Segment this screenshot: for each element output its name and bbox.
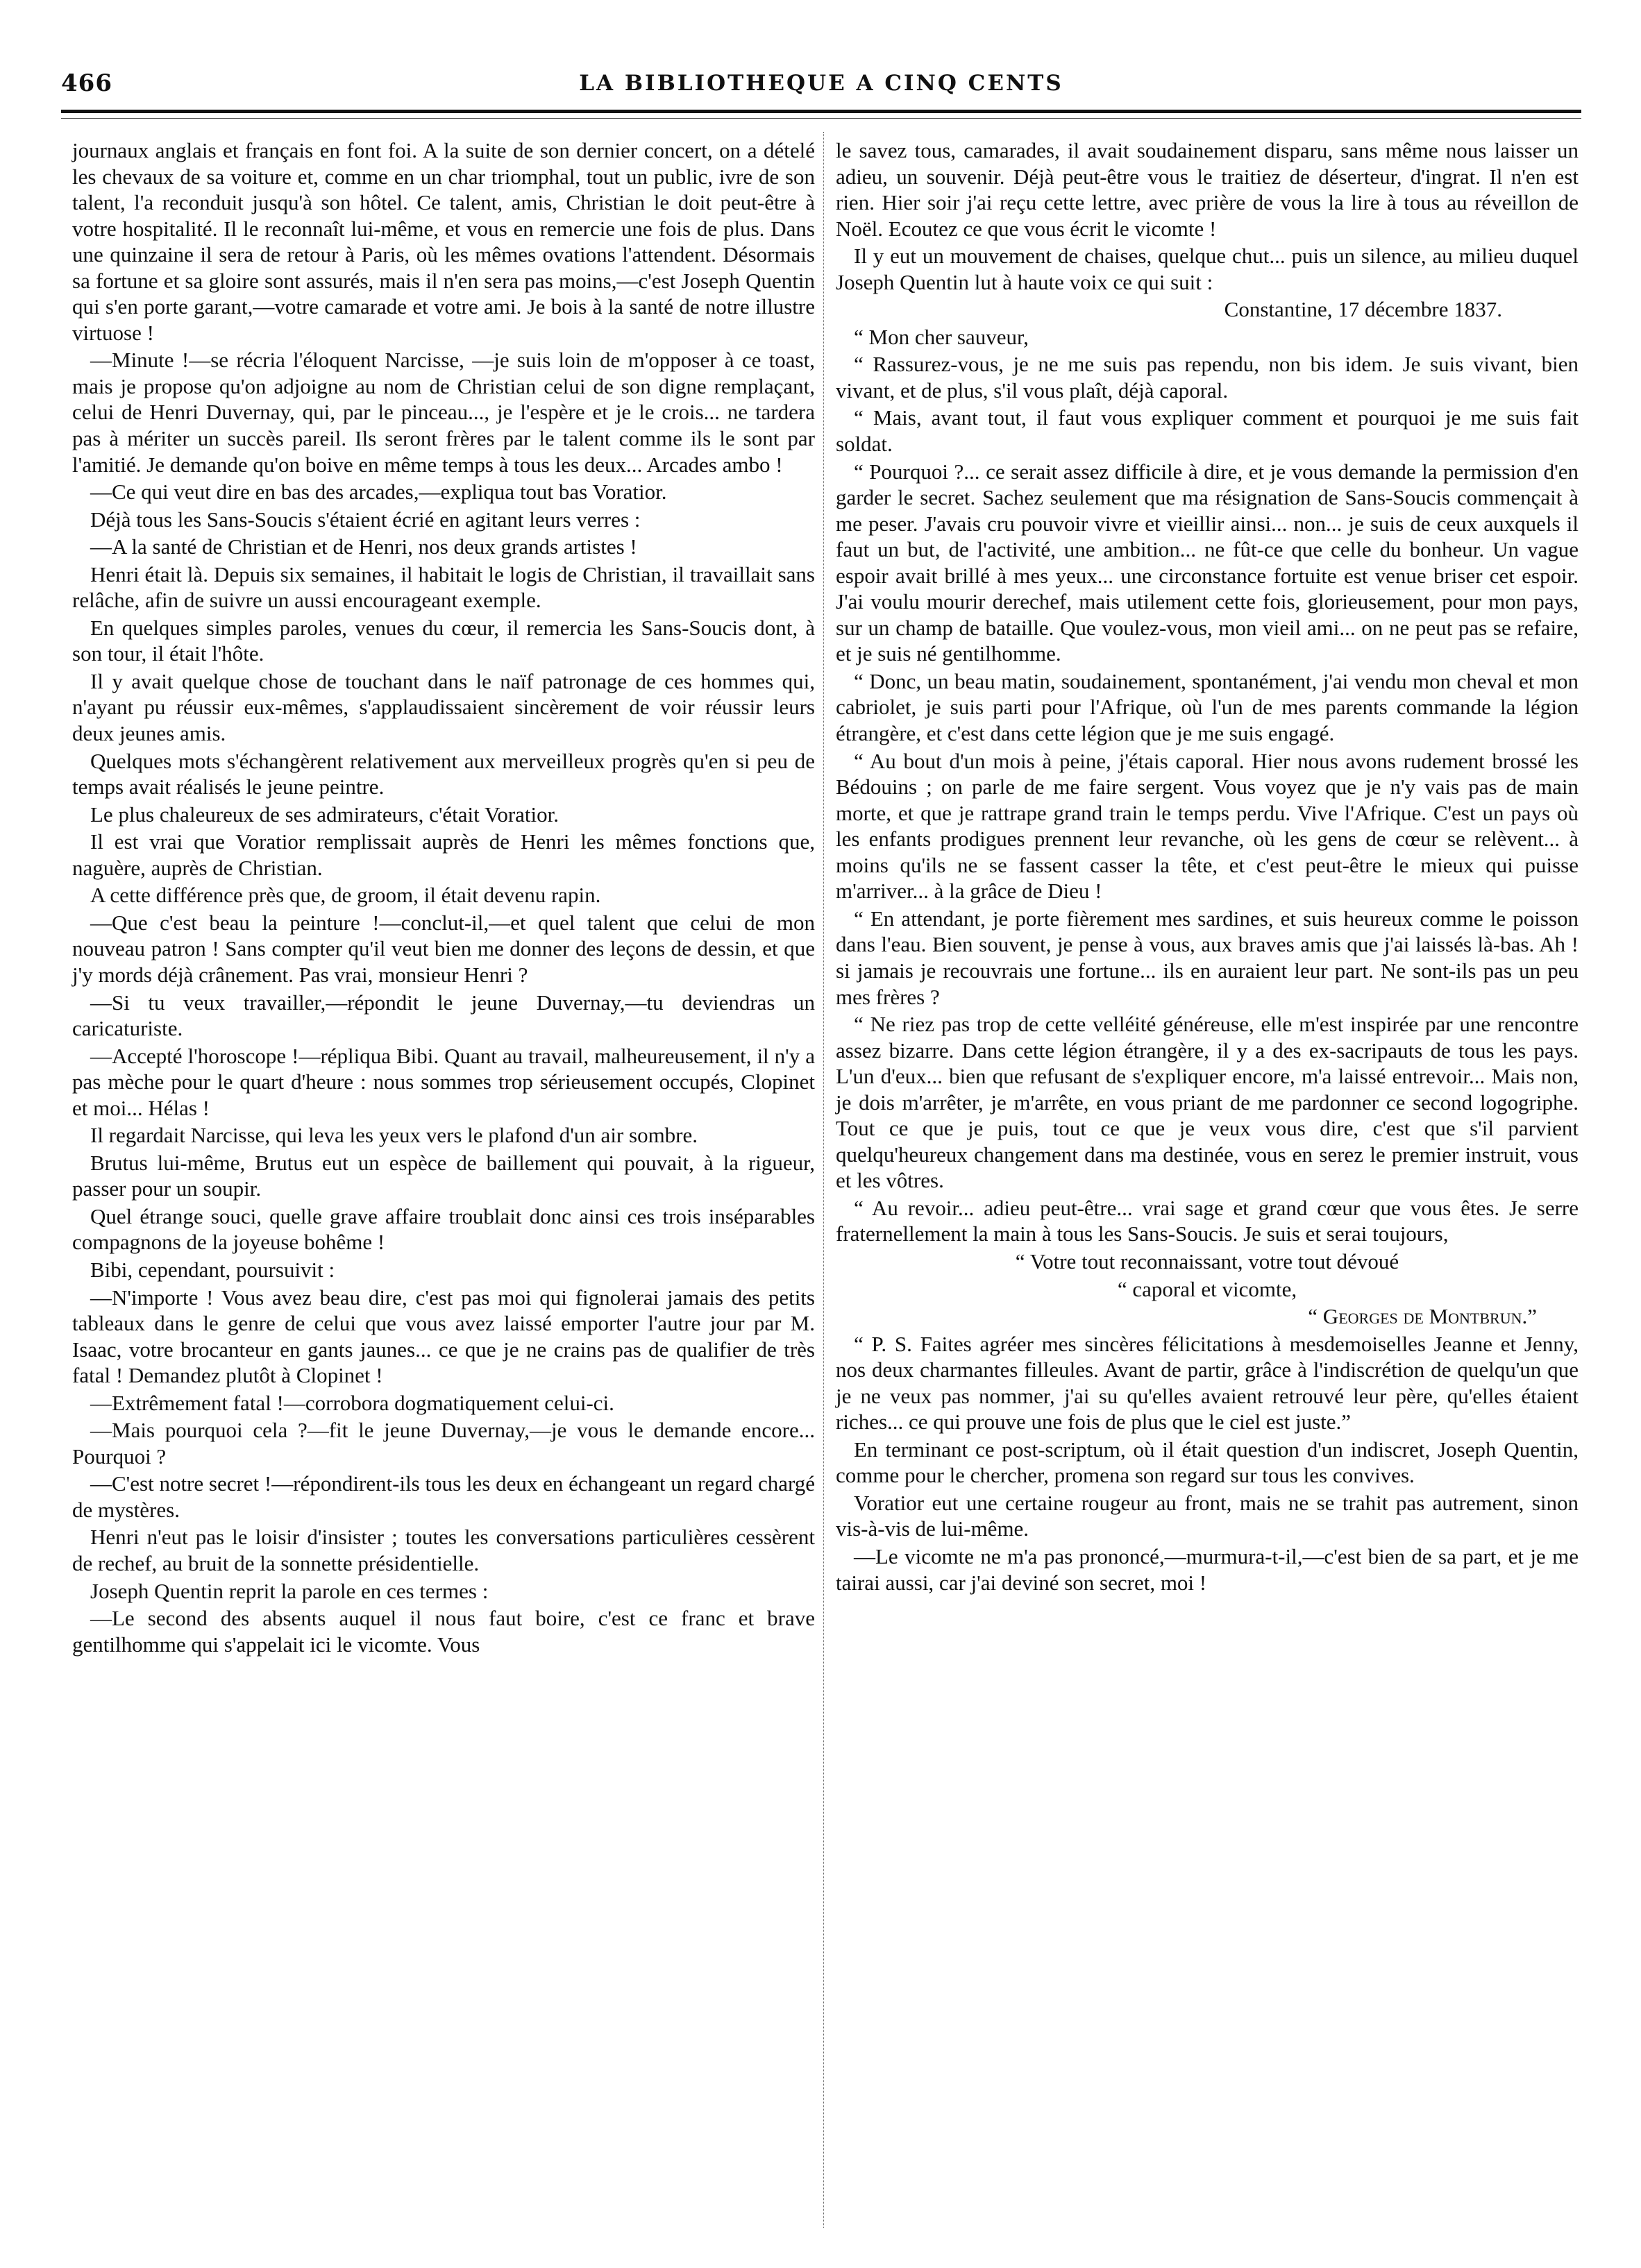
paragraph: Henri n'eut pas le loisir d'insister ; toutes les conversations particulières cessèrent de rechef, au bruit de la sonnette présidentielle. [72, 1525, 815, 1575]
paragraph: —Que c'est beau la peinture !—conclut-il,—et quel talent que celui de mon nouveau patron ! Sans compter qu'il veut bien me donner des leçons de dessin, et que j'y mords déjà crânement. Pas vrai, monsieur Henri ? [72, 910, 815, 987]
paragraph: journaux anglais et français en font foi. A la suite de son dernier concert, on a dételé les chevaux de sa voiture et, comme en un char triomphal, tout un public, ivre de son talent, l'a reconduit jusqu'à son hôtel. Ce talent, amis, Christian le doit peut-être à votre hospitalité. Il le reconnaît lui-même, et vous en remercie une fois de plus. Dans une quinzaine il sera de retour à Paris, où les mêmes ovations l'attendent. Désormais sa fortune et sa gloire sont assurés, mais il n'en sera pas moins,—c'est Joseph Quentin qui s'en porte garant,—votre camarade et votre ami. Je bois à la santé de notre illustre virtuose ! [72, 138, 815, 345]
header-rule-thin [61, 118, 1581, 119]
paragraph: Bibi, cependant, poursuivit : [90, 1257, 335, 1282]
paragraph: Henri était là. Depuis six semaines, il habitait le logis de Christian, il travaillait sans relâche, afin de suivre un aussi encourageant exemple. [72, 561, 815, 613]
paragraph: “ Donc, un beau matin, soudainement, spontanément, j'ai vendu mon cheval et mon cabriolet, je suis parti pour l'Afrique, où l'un de mes parents commande la légion étrangère, et c'est dans cette légion que je me suis engagé. [836, 668, 1579, 746]
paragraph: “ Mais, avant tout, il faut vous expliquer comment et pourquoi je me suis fait soldat. [836, 405, 1579, 457]
paragraph: Brutus lui-même, Brutus eut un espèce de baillement qui pouvait, à la rigueur, passer pour un soupir. [72, 1150, 815, 1201]
paragraph: —Mais pourquoi cela ?—fit le jeune Duvernay,—je vous le demande encore... Pourquoi ? [72, 1418, 815, 1469]
page-header [61, 64, 1581, 114]
page-number: 466 [61, 69, 112, 97]
running-title: LA BIBLIOTHEQUE A CINQ CENTS [579, 71, 1063, 96]
paragraph: —Le vicomte ne m'a pas prononcé,—murmura-t-il,—c'est bien de sa part, et je me tairai aussi, car j'ai deviné son secret, moi ! [836, 1543, 1579, 1595]
paragraph: “ P. S. Faites agréer mes sincères félicitations à mesdemoiselles Jeanne et Jenny, nos deux charmantes filleules. Avant de partir, grâce à l'indiscrétion de quelqu'un que je ne veux pas nommer, j'ai su qu'elles avaient retrouvé leur père, qu'elles étaient riches... ce qui prouve une fois de plus que le ciel est juste.” [836, 1331, 1579, 1435]
paragraph: —Extrêmement fatal !—corrobora dogmatiquement celui-ci. [90, 1390, 614, 1415]
letter-closing: “ caporal et vicomte, [1117, 1276, 1297, 1301]
letter-salutation: “ Mon cher sauveur, [854, 324, 1029, 349]
letter-signature: “ Georges de Montbrun.” [1308, 1304, 1537, 1329]
paragraph: —A la santé de Christian et de Henri, nos deux grands artistes ! [90, 534, 637, 559]
paragraph: Quelques mots s'échangèrent relativement aux merveilleux progrès qu'en si peu de temps avait réalisés le jeune peintre. [72, 748, 815, 799]
paragraph: En quelques simples paroles, venues du cœur, il remercia les Sans-Soucis dont, à son tour, il était l'hôte. [72, 615, 815, 666]
paragraph: “ Au revoir... adieu peut-être... vrai sage et grand cœur que vous êtes. Je serre fraternellement la main à tous les Sans-Soucis. Je suis et serai toujours, [836, 1195, 1579, 1246]
paragraph: Il est vrai que Voratior remplissait auprès de Henri les mêmes fonctions que, naguère, auprès de Christian. [72, 829, 815, 880]
paragraph: —Le second des absents auquel il nous faut boire, c'est ce franc et brave gentilhomme qui s'appelait ici le vicomte. Vous [72, 1606, 815, 1657]
paragraph: Voratior eut une certaine rougeur au front, mais ne se trahit pas autrement, sinon vis-à-vis de lui-même. [836, 1490, 1579, 1541]
paragraph: —Minute !—se récria l'éloquent Narcisse, —je suis loin de m'opposer à ce toast, mais je propose qu'on adjoigne au nom de Christian celui de son digne remplaçant, celui de Henri Duvernay, qui, par le pinceau..., je l'espère et je le crois... ne tardera pas à mériter un succès pareil. Ils seront frères par le talent comme ils le sont par l'amitié. Je demande qu'on boive en même temps à tous les deux... Arcades ambo ! [72, 348, 815, 477]
paragraph: —Si tu veux travailler,—répondit le jeune Duvernay,—tu deviendras un caricaturiste. [72, 990, 815, 1041]
paragraph: —C'est notre secret !—répondirent-ils tous les deux en échangeant un regard chargé de mystères. [72, 1471, 815, 1522]
paragraph: —N'importe ! Vous avez beau dire, c'est pas moi qui fignolerai jamais des petits tableaux dans le genre de celui que vous avez laissé emporter l'autre jour par M. Isaac, votre brocanteur en gants jaunes... ce que je ne crains pas de qualifier de très fatal ! Demandez plutôt à Clopinet ! [72, 1285, 815, 1388]
paragraph: En terminant ce post-scriptum, où il était question d'un indiscret, Joseph Quentin, comme pour le chercher, promena son regard sur tous les convives. [836, 1437, 1579, 1488]
header-rule [61, 110, 1581, 113]
paragraph: “ Au bout d'un mois à peine, j'étais caporal. Hier nous avons rudement brossé les Bédouins ; on parle de me faire sergent. Vous voyez que je n'y vais pas de main morte, et que je rattrape grand train le temps perdu. Vive l'Afrique. C'est un pays où les enfants prodigues prennent leur revanche, où les gens de cœur se relèvent... à moins qu'ils ne se fassent casser la tête, et c'est peut-être le mieux qui puisse m'arriver... à la grâce de Dieu ! [836, 748, 1579, 904]
paragraph: A cette différence près que, de groom, il était devenu rapin. [90, 883, 601, 908]
paragraph: —Accepté l'horoscope !—répliqua Bibi. Quant au travail, malheureusement, il n'y a pas mèche pour le quart d'heure : nous sommes trop sérieusement occupés, Clopinet et moi... Hélas ! [72, 1043, 815, 1120]
paragraph: le savez tous, camarades, il avait soudainement disparu, sans même nous laisser un adieu, un souvenir. Déjà peut-être vous le traitiez de déserteur, d'ingrat. Il n'en est rien. Hier soir j'ai reçu cette lettre, avec prière de vous la lire à tous au réveillon de Noël. Ecoutez ce que vous écrit le vicomte ! [836, 138, 1579, 241]
paragraph: Le plus chaleureux de ses admirateurs, c'était Voratior. [90, 802, 559, 827]
paragraph: Joseph Quentin reprit la parole en ces termes : [90, 1578, 489, 1603]
paragraph: “ Rassurez-vous, je ne me suis pas rependu, non bis idem. Je suis vivant, bien vivant, et de plus, s'il vous plaît, déjà caporal. [836, 352, 1579, 403]
paragraph: “ Ne riez pas trop de cette velléité généreuse, elle m'est inspirée par une rencontre assez bizarre. Dans cette légion étrangère, il y a des ex-sacripauts de tous les pays. L'un d'eux... bien que refusant de s'expliquer encore, m'a laissé entrevoir... Mais non, je dois m'arrêter, je m'arrête, en vous priant de me pardonner ce second logogriphe. Tout ce que je puis, tout ce que je veux vous dire, c'est que s'il parvient quelqu'heureux changement dans ma destinée, vous en serez le premier instruit, vous et les vôtres. [836, 1012, 1579, 1193]
paragraph: Quel étrange souci, quelle grave affaire troublait donc ainsi ces trois inséparables compagnons de la joyeuse bohême ! [72, 1203, 815, 1255]
right-column [836, 137, 1579, 1597]
paragraph: “ En attendant, je porte fièrement mes sardines, et suis heureux comme le poisson dans l'eau. Bien souvent, je pense à vous, aux braves amis que j'ai laissés là-bas. Ah ! si jamais je recouvrais une fortune... ils en auraient leur part. Ne sont-ils pas un peu mes frères ? [836, 906, 1579, 1009]
left-column [72, 137, 815, 1659]
letter-closing: “ Votre tout reconnaissant, votre tout dévoué [1015, 1249, 1399, 1273]
paragraph: Il y eut un mouvement de chaises, quelque chut... puis un silence, au milieu duquel Joseph Quentin lut à haute voix ce qui suit : [836, 244, 1579, 294]
paragraph: “ Pourquoi ?... ce serait assez difficile à dire, et je vous demande la permission d'en garder le secret. Sachez seulement que ma résignation de Sans-Soucis commençait à me peser. J'avais cru pouvoir vivre et vieillir ainsi... non... je suis de ceux auxquels il faut un but, de l'activité, une ambition... ne fût-ce que celle du bonheur. Un vague espoir avait brillé à mes yeux... une circonstance fortuite est venue briser cet espoir. J'ai voulu mourir derechef, mais utilement cette fois, glorieusement, pour mon pays, sur un champ de bataille. Que voulez-vous, mon vieil ami... on ne peut pas se refaire, et je suis né gentilhomme. [836, 459, 1579, 666]
paragraph: Déjà tous les Sans-Soucis s'étaient écrié en agitant leurs verres : [90, 507, 641, 532]
paragraph: —Ce qui veut dire en bas des arcades,—expliqua tout bas Voratior. [90, 480, 667, 505]
paragraph: Il regardait Narcisse, qui leva les yeux vers le plafond d'un air sombre. [90, 1123, 698, 1148]
letter-dateline: Constantine, 17 décembre 1837. [1224, 297, 1502, 322]
paragraph: Il y avait quelque chose de touchant dans le naïf patronage de ces hommes qui, n'ayant pu réussir eux-mêmes, s'applaudissaient sincèrement de voir réussir leurs deux jeunes amis. [72, 668, 815, 746]
column-divider [823, 132, 824, 2228]
